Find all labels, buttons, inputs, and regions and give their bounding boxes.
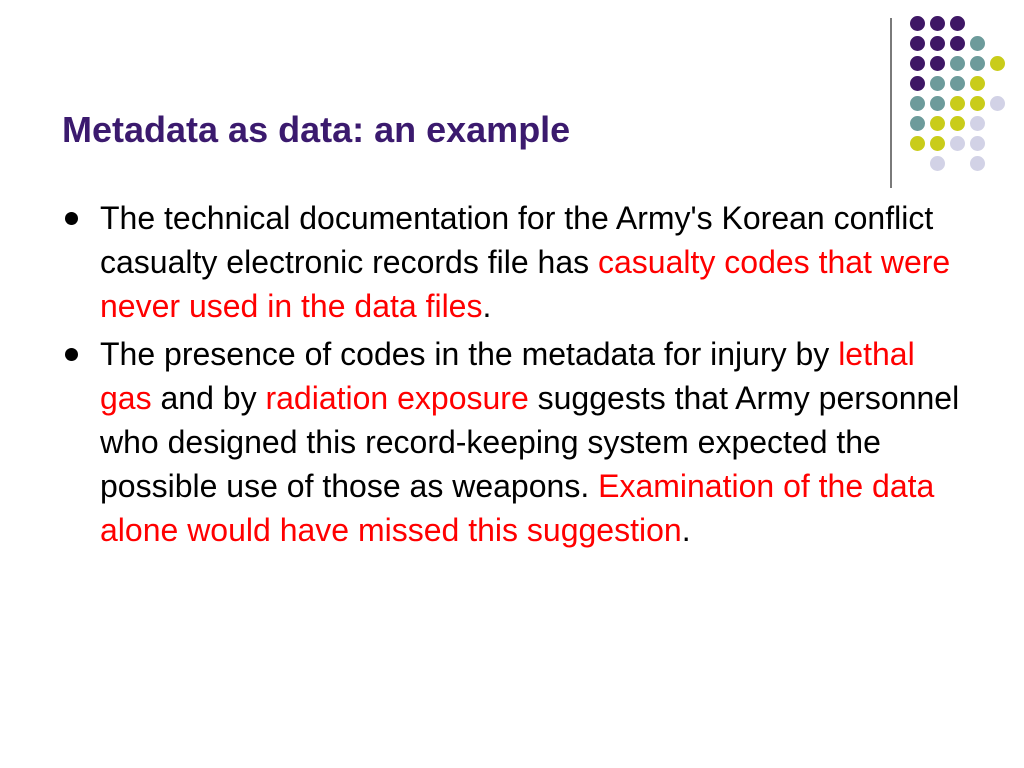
slide-title: Metadata as data: an example <box>62 109 571 150</box>
decorative-dot <box>930 136 945 151</box>
decorative-dot <box>930 36 945 51</box>
bullet-text: and by <box>151 380 266 416</box>
bullet-text: The presence of codes in the metadata for injury by <box>100 336 839 372</box>
bullet-icon <box>65 212 78 225</box>
decorative-dot <box>910 16 925 31</box>
decorative-dot-grid <box>0 0 1024 200</box>
highlighted-text: Examination of the data alone would have missed this suggestion <box>100 468 935 548</box>
decorative-dot <box>930 76 945 91</box>
decorative-dot <box>950 56 965 71</box>
bullet-item <box>62 332 962 552</box>
decorative-dot <box>950 116 965 131</box>
decorative-dot <box>950 16 965 31</box>
decorative-dot <box>930 56 945 71</box>
decorative-dot <box>990 56 1005 71</box>
vertical-divider <box>890 18 892 188</box>
bullet-icon <box>65 348 78 361</box>
decorative-dot <box>970 96 985 111</box>
bullet-text: suggests that Army personnel who designed this record-keeping system expected the possible use of those as weapons. <box>100 380 960 504</box>
decorative-dot <box>910 136 925 151</box>
highlighted-text: lethal gas <box>100 336 915 416</box>
decorative-dot <box>970 136 985 151</box>
bullet-list <box>62 196 962 556</box>
decorative-dot <box>910 116 925 131</box>
highlighted-text: radiation exposure <box>265 380 529 416</box>
decorative-dot <box>910 36 925 51</box>
decorative-dot <box>930 116 945 131</box>
decorative-dot <box>970 116 985 131</box>
decorative-dot <box>910 96 925 111</box>
decorative-dot <box>950 76 965 91</box>
bullet-text: . <box>681 512 691 548</box>
highlighted-text: casualty codes that were never used in the data files <box>100 244 951 324</box>
bullet-item <box>62 196 962 328</box>
decorative-dot <box>950 96 965 111</box>
decorative-dot <box>970 56 985 71</box>
decorative-dot <box>930 156 945 171</box>
decorative-dot <box>930 96 945 111</box>
decorative-dot <box>970 36 985 51</box>
decorative-dot <box>970 156 985 171</box>
decorative-dot <box>930 16 945 31</box>
decorative-dot <box>990 96 1005 111</box>
bullet-text: . <box>482 288 492 324</box>
decorative-dot <box>950 36 965 51</box>
decorative-dot <box>910 76 925 91</box>
decorative-dot <box>910 56 925 71</box>
bullet-text: The technical documentation for the Army's Korean conflict casualty electronic records file has <box>100 200 934 280</box>
decorative-dot <box>970 76 985 91</box>
decorative-dot <box>950 136 965 151</box>
